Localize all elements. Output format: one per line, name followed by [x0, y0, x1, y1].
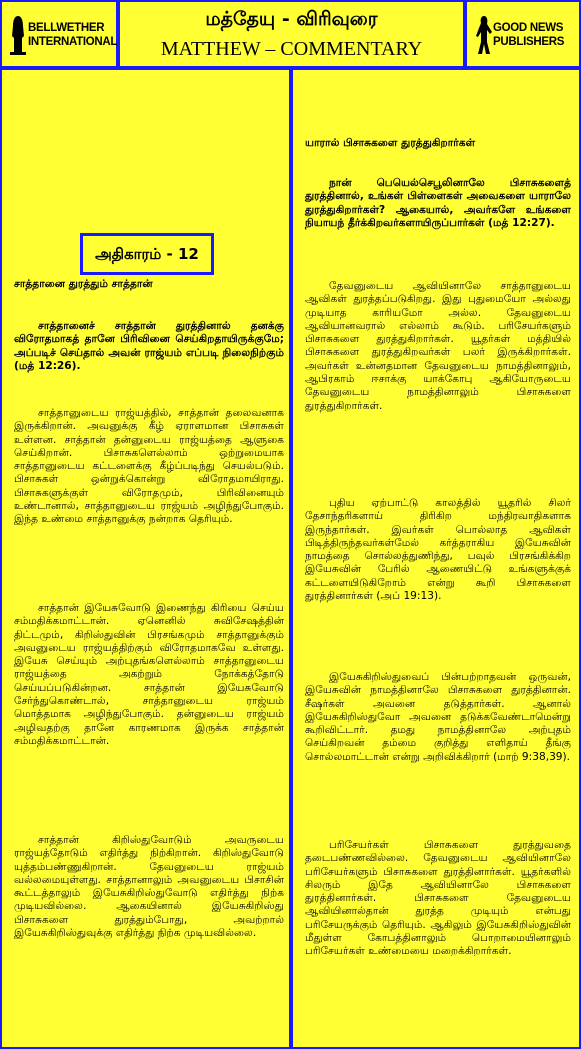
left-column — [0, 68, 291, 1049]
paragraph: சாத்தானுடைய ராஜ்யத்தில், சாத்தான் தலைவனாக இருக்கிறான். அவனுக்கு கீழ் ஏராளமான பிசாசுகள் உள்ளன. சாத்தான் தன்னுடைய ராஜ்யத்தை ஆளுகை செய்கிறான். பிசாசுகளெல்லாம் ஒற்றுமையாக சாத்தானுடைய கட்டளைக்கு கீழ்ப்படிந்து செயல்படும். பிசாசுகள் ஒன்றுக்கொன்று விரோதமாயிராது. பிசாசுகளுக்குள் விரோதமும், பிரிவினையும் உண்டானால், சாத்தானுடைய ராஜ்யம் அழிந்துபோகும். இந்த உண்மை சாத்தானுக்கு நன்றாக தெரியும். — [14, 407, 284, 526]
section-heading: சாத்தானை துரத்தும் சாத்தான் — [14, 278, 153, 290]
header-right-panel — [465, 0, 581, 68]
messenger-figure-icon — [473, 14, 493, 56]
paragraph: புதிய ஏற்பாட்டு காலத்தில் யூதரில் சிலர் தேசாந்தரிகளாய் திரிகிற மந்திரவாதிகளாக இருந்தார்கள். இவர்கள் பொல்லாத ஆவிகள் பிடித்திருந்தவர்கள்மேல் கர்த்தராகிய இயேசுவின் நாமத்தை சொல்லத்துணிந்து, பவுல் பிரசங்கிக்கிற இயேசுவின் பேரில் ஆணையிட்டு உங்களுக்குக் கட்டளையிடுகிறோம் என்று கூறி பிசாசுகளை துரத்தினார்கள் (அப் 19:13). — [305, 497, 571, 603]
key-verse: நான் பெயெல்செபூலினாலே பிசாசுகளைத் துரத்தினால், உங்கள் பிள்ளைகள் அவைகளை யாராலே துரத்துகிறார்கள்? ஆகையால், அவர்களே உங்களை நியாயந் தீர்க்கிறவர்களாயிருப்பார்கள் (மத் 12:27). — [305, 177, 571, 229]
paragraph: சாத்தான் கிறிஸ்துவோடும் அவருடைய ராஜ்யத்தோடும் எதிர்த்து நிற்கிறான். கிறிஸ்துவோடு யுத்தம்பண்ணுகிறான். தேவனுடைய ராஜ்யம் வல்லமையுள்ளது. சாத்தானாலும் அவனுடைய பிசாசின் கூட்டத்தாலும் இயேசுகிறிஸ்துவோடு எதிர்த்து நிற்க முடியவில்லை. ஆகையினால் இயேசுகிறிஸ்து பிசாசுகளை துரத்தும்போது, அவற்றால் இயேசுகிறிஸ்துவுக்கு எதிர்த்து நிற்க முடியவில்லை. — [14, 834, 284, 940]
paragraph: தேவனுடைய ஆவியினாலே சாத்தானுடைய ஆவிகள் துரத்தப்படுகிறது. இது புதுமையோ அல்லது முடியாத காரியமோ அல்ல. தேவனுடைய ஆவியானவரால் எல்லாம் கூடும். பரிசேயர்களும் பிசாசுகளை துரத்துகிறார்கள். யூதர்கள் மத்தியில் பிசாசுகளை துரத்துகிறவர்கள் பலர் இருக்கிறார்கள். அவர்கள் உன்னதமான தேவனுடைய நாமத்தினாலும், ஆபிரகாம் ஈசாக்கு யாக்கோபு ஆகியோருடைய தேவனுடைய நாமத்தினாலும் பிசாசுகளை துரத்துகிறார்கள். — [305, 280, 571, 412]
logo-line: INTERNATIONAL — [28, 36, 118, 48]
paragraph: பரிசேயர்கள் பிசாசுகளை துரத்துவதை தடைபண்ணவில்லை. தேவனுடைய ஆவியினாலே பரிசேயர்களும் பிசாசுகளை துரத்தினார்கள். யூதர்களில் சிலரும் இதே ஆவியினாலே பிசாசுகளை துரத்தினார்கள். பிசாசுகளை தேவனுடைய ஆவியினால்தான் துரத்த முடியும் என்பது பரிசேயருக்கும் தெரியும். ஆகிலும் இயேசுகிறிஸ்துவின் மீதுள்ள கோபத்தினாலும் பொறாமையினாலும் பரிசேயர்கள் உண்மையை மறைக்கிறார்கள். — [305, 839, 571, 958]
good-news-logo — [473, 14, 564, 56]
chapter-label: அதிகாரம் - 12 — [80, 233, 214, 275]
header-left-panel — [0, 0, 118, 68]
bell-figure-icon — [8, 14, 28, 56]
key-verse: சாத்தானைச் சாத்தான் துரத்தினால் தனக்கு விரோதமாகத் தானே பிரிவினை செய்கிறதாயிருக்குமே; அப்படிச் செய்தால் அவன் ராஜ்யம் எப்படி நிலைநிற்கும் (மத் 12:26). — [14, 320, 284, 372]
page-title-english: MATTHEW – COMMENTARY — [160, 38, 423, 60]
right-column — [291, 68, 581, 1049]
bellwether-logo — [8, 14, 117, 56]
header-title-panel — [118, 0, 465, 68]
section-heading: யாரால் பிசாசுகளை துரத்துகிறார்கள் — [305, 137, 476, 149]
page-title-tamil: மத்தேயு - விரிவுரை — [205, 8, 378, 30]
paragraph: சாத்தான் இயேசுவோடு இணைந்து கிரியை செய்ய சம்மதிக்கமாட்டான். ஏனெனில் சுவிசேஷத்தின் திட்டமும், கிறிஸ்துவின் பிரசங்கமும் சாத்தானுக்கும் அவனுடைய ராஜ்யத்திற்கும் விரோதமாகவே உள்ளது. இயேசு செய்யும் அற்புதங்களெல்லாம் சாத்தானுடைய ராஜ்யத்தை அகற்றும் நோக்கத்தோடு செய்யப்படுகின்றன. சாத்தான் இயேசுவோடு சேர்ந்துகொண்டால், சாத்தானுடைய ராஜ்யம் மொத்தமாக அழிந்துபோகும். தன்னுடைய ராஜ்யம் அழிவதற்கு தானே காரணமாக இருக்க சாத்தான் சம்மதிக்கமாட்டான். — [14, 602, 284, 747]
logo-line: BELLWETHER — [28, 22, 105, 34]
logo-line: PUBLISHERS — [493, 36, 565, 48]
paragraph: இயேசுகிறிஸ்துவைப் பின்பற்றாதவன் ஒருவன், இயேசுவின் நாமத்தினாலே பிசாசுகளை துரத்தினான். சீஷர்கள் அவனை தடுத்தார்கள். ஆனால் இயேசுகிறிஸ்துவோ அவனை தடுக்கவேண்டாமென்று கூறிவிட்டார். தமது நாமத்தினாலே அற்புதம் செய்கிறவன் தம்மை குறித்து எளிதாய் தீங்கு சொல்லமாட்டான் என்று அறிவிக்கிறார் (மாற் 9:38,39). — [305, 671, 571, 763]
logo-line: GOOD NEWS — [493, 22, 564, 34]
